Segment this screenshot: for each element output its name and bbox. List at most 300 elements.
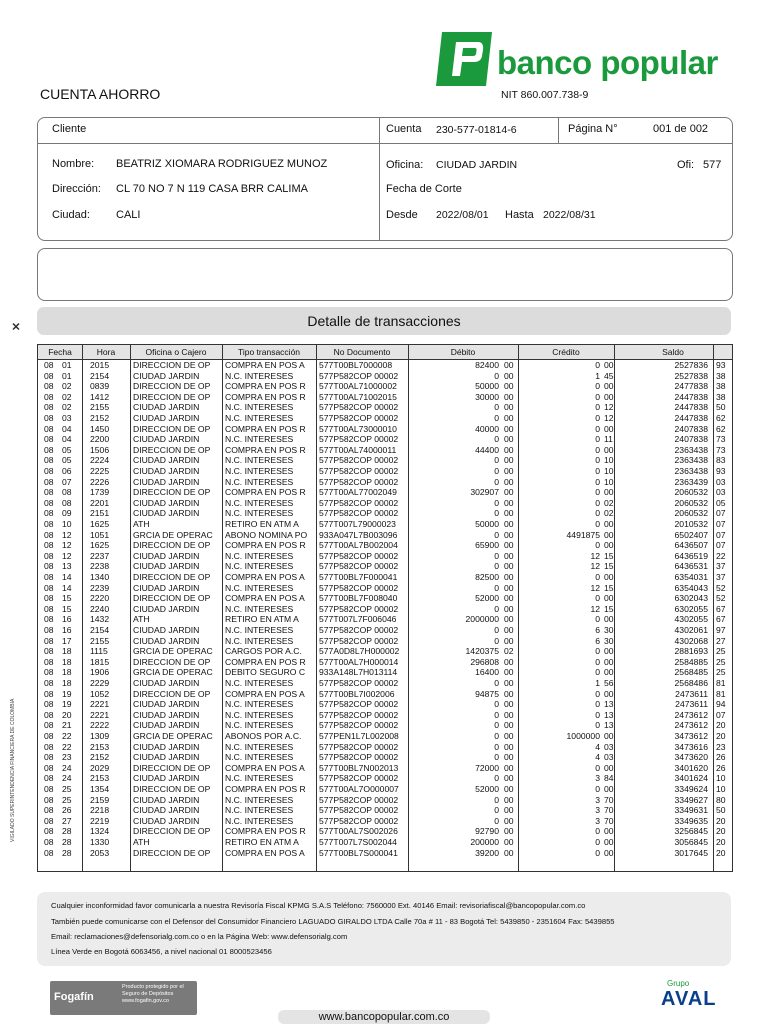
table-cell: 2229 xyxy=(90,678,110,688)
table-cell: CIUDAD JARDIN xyxy=(133,370,200,381)
table-cell: 00 xyxy=(504,561,514,572)
table-cell: 2154 xyxy=(90,625,110,635)
table-cell: 00 xyxy=(504,794,514,805)
table-cell: 2237 xyxy=(90,550,110,561)
cliente-label: Cliente xyxy=(52,123,87,135)
table-row xyxy=(38,837,732,848)
table-cell: CIUDAD JARDIN xyxy=(133,699,200,710)
website-link[interactable]: www.bancopopular.com.co xyxy=(278,1010,490,1024)
table-cell: 577P582COP 00002 xyxy=(319,699,399,710)
table-cell: CIUDAD JARDIN xyxy=(133,794,200,805)
table-cell: 13 xyxy=(604,699,614,710)
table-cell: 08 xyxy=(44,540,54,551)
table-cell: DIRECCION DE OP xyxy=(133,444,211,455)
table-cell: 0 xyxy=(494,815,499,826)
table-cell: 00 xyxy=(604,762,614,773)
table-cell: 30 xyxy=(604,635,614,646)
table-row xyxy=(38,805,732,816)
table-cell: 1 xyxy=(595,678,600,688)
table-cell: 15 xyxy=(604,561,614,572)
table-cell: 2363438 xyxy=(674,466,708,476)
table-cell: 2239 xyxy=(90,582,110,593)
table-cell: 3473620 xyxy=(674,752,708,763)
table-cell: 0 xyxy=(494,741,499,752)
table-cell: CIUDAD JARDIN xyxy=(133,550,200,561)
table-cell: 10 xyxy=(604,466,614,476)
table-cell: 3349627 xyxy=(674,794,708,805)
table-cell: 577P582COP 00002 xyxy=(319,773,399,784)
table-cell: 0 xyxy=(494,678,499,688)
table-cell: 50000 xyxy=(475,519,499,529)
table-row xyxy=(38,784,732,795)
table-cell: 2447838 xyxy=(674,402,708,413)
table-cell: 0 xyxy=(494,508,499,519)
table-cell: 3473612 xyxy=(674,731,708,741)
table-cell: N.C. INTERESES xyxy=(225,508,294,519)
table-cell: 00 xyxy=(504,847,514,858)
table-cell: 07 xyxy=(62,476,72,487)
table-cell: 10 xyxy=(62,519,72,529)
table-cell: 6502407 xyxy=(674,529,708,540)
table-cell: 0 xyxy=(595,667,600,678)
table-cell: 03 xyxy=(716,487,726,498)
table-cell: 0 xyxy=(494,635,499,646)
table-cell: 2527838 xyxy=(674,370,708,381)
table-cell: CIUDAD JARDIN xyxy=(133,720,200,731)
table-cell: CIUDAD JARDIN xyxy=(133,561,200,572)
table-cell: 03 xyxy=(716,476,726,487)
table-cell: 1906 xyxy=(90,667,110,678)
table-cell: 6302043 xyxy=(674,593,708,604)
table-cell: 2527836 xyxy=(674,360,708,370)
table-cell: DIRECCION DE OP xyxy=(133,423,211,434)
table-cell: 02 xyxy=(62,381,72,392)
table-cell: 0 xyxy=(595,476,600,487)
table-cell: DIRECCION DE OP xyxy=(133,656,211,667)
table-cell: 07 xyxy=(716,540,726,551)
table-cell: 08 xyxy=(44,360,54,370)
table-cell: 15 xyxy=(62,593,72,604)
table-cell: 00 xyxy=(604,487,614,498)
table-cell: 21 xyxy=(62,720,72,731)
table-cell: 00 xyxy=(604,646,614,657)
table-cell: 0 xyxy=(494,582,499,593)
table-cell: 0 xyxy=(494,625,499,635)
table-cell: 25 xyxy=(62,784,72,794)
table-cell: 30 xyxy=(604,625,614,635)
table-cell: 577T00BL7F000041 xyxy=(319,572,398,582)
table-row xyxy=(38,795,732,806)
table-cell: N.C. INTERESES xyxy=(225,773,294,784)
table-cell: 15 xyxy=(604,550,614,561)
table-cell: 45 xyxy=(604,370,614,381)
footer-line-4: Línea Verde en Bogotá 6063456, a nivel nacional 01 8000523456 xyxy=(51,947,272,956)
ofi-label: Ofi: xyxy=(677,159,695,171)
table-cell: 2407838 xyxy=(674,434,708,445)
table-cell: 00 xyxy=(504,381,514,392)
table-cell: CIUDAD JARDIN xyxy=(133,741,200,752)
table-cell: CARGOS POR A.C. xyxy=(225,646,302,657)
table-cell: 00 xyxy=(504,837,514,847)
table-cell: 4 xyxy=(595,741,600,752)
table-cell: CIUDAD JARDIN xyxy=(133,805,200,816)
account-info-box xyxy=(37,117,733,241)
table-row xyxy=(38,371,732,382)
table-cell: 0 xyxy=(494,466,499,476)
table-cell: 00 xyxy=(504,423,514,434)
table-cell: 01 xyxy=(62,370,72,381)
table-row xyxy=(38,392,732,403)
fogafin-tagline-text: Producto protegido por el Seguro de Depósitos xyxy=(122,984,184,997)
table-cell: 67 xyxy=(716,603,726,614)
table-cell: 26 xyxy=(716,762,726,773)
table-cell: 00 xyxy=(604,381,614,392)
fogafin-name: Fogafín xyxy=(54,991,94,1003)
table-cell: 08 xyxy=(44,826,54,837)
table-cell: 2155 xyxy=(90,402,110,413)
footer-box xyxy=(37,892,731,966)
table-cell: 23 xyxy=(62,752,72,763)
table-cell: 08 xyxy=(44,815,54,826)
table-cell: CIUDAD JARDIN xyxy=(133,466,200,476)
table-cell: ABONO NOMINA PO xyxy=(225,529,308,540)
table-cell: 00 xyxy=(604,444,614,455)
table-cell: 0 xyxy=(494,603,499,614)
table-cell: 3256845 xyxy=(674,826,708,837)
ofi-value: 577 xyxy=(703,159,722,171)
table-cell: 2238 xyxy=(90,561,110,572)
table-cell: 25 xyxy=(716,646,726,657)
table-cell: 00 xyxy=(604,837,614,847)
table-cell: 2584885 xyxy=(674,656,708,667)
table-cell: 2473611 xyxy=(675,699,708,710)
table-cell: 00 xyxy=(504,572,514,582)
table-cell: 08 xyxy=(44,444,54,455)
table-cell: 00 xyxy=(604,667,614,678)
table-cell: 0 xyxy=(595,709,600,720)
table-cell: N.C. INTERESES xyxy=(225,582,294,593)
table-cell: 2060532 xyxy=(674,497,708,508)
table-cell: 3 xyxy=(595,794,600,805)
table-cell: DIRECCION DE OP xyxy=(133,487,211,498)
table-cell: 02 xyxy=(504,646,514,657)
table-cell: 577T007L7F006046 xyxy=(319,614,397,625)
table-cell: 1051 xyxy=(90,529,110,540)
table-cell: 6354031 xyxy=(674,572,708,582)
table-cell: 577P582COP 00002 xyxy=(319,741,399,752)
table-cell: 0 xyxy=(595,614,600,625)
table-cell: DIRECCION DE OP xyxy=(133,762,211,773)
table-cell: DIRECCION DE OP xyxy=(133,360,211,370)
table-cell: 00 xyxy=(604,572,614,582)
table-cell: 0839 xyxy=(90,381,110,392)
table-cell: 0 xyxy=(494,402,499,413)
table-cell: 19 xyxy=(62,688,72,699)
table-cell: 1739 xyxy=(90,487,110,498)
table-cell: 2224 xyxy=(90,455,110,466)
table-cell: 1340 xyxy=(90,572,110,582)
table-cell: N.C. INTERESES xyxy=(225,402,294,413)
table-cell: 3056845 xyxy=(674,837,708,847)
table-cell: 577T00AL77002049 xyxy=(319,487,397,498)
table-cell: COMPRA EN POS R xyxy=(225,423,306,434)
table-row xyxy=(38,519,732,530)
table-cell: 84 xyxy=(604,773,614,784)
table-row xyxy=(38,848,732,859)
table-cell: 0 xyxy=(494,805,499,816)
table-cell: 577T00AL71000002 xyxy=(319,381,397,392)
table-cell: 08 xyxy=(44,561,54,572)
table-cell: 1 xyxy=(595,370,600,381)
table-cell: 72000 xyxy=(475,762,499,773)
pagina-value: 001 de 002 xyxy=(653,123,709,135)
table-cell: 0 xyxy=(494,720,499,731)
th-hora: Hora xyxy=(96,347,116,357)
table-cell: 200000 xyxy=(470,837,499,847)
table-cell: 2015 xyxy=(90,360,110,370)
table-cell: 577P582COP 00002 xyxy=(319,561,399,572)
table-cell: 12 xyxy=(590,582,600,593)
table-cell: CIUDAD JARDIN xyxy=(133,815,200,826)
table-cell: 15 xyxy=(62,603,72,614)
table-cell: 08 xyxy=(62,497,72,508)
table-cell: 08 xyxy=(44,709,54,720)
fogafin-badge xyxy=(50,981,197,1015)
table-cell: GRCIA DE OPERAC xyxy=(133,646,213,657)
table-cell: 00 xyxy=(504,678,514,688)
table-cell: N.C. INTERESES xyxy=(225,805,294,816)
cuenta-value: 230-577-01814-6 xyxy=(436,124,517,136)
table-cell: 0 xyxy=(494,455,499,466)
table-cell: 08 xyxy=(44,784,54,794)
table-cell: RETIRO EN ATM A xyxy=(225,837,299,847)
table-cell: 577P582COP 00002 xyxy=(319,625,399,635)
table-cell: 00 xyxy=(604,731,614,741)
table-cell: 0 xyxy=(595,391,600,402)
table-cell: 08 xyxy=(44,752,54,763)
table-cell: DEBITO SEGURO C xyxy=(225,667,306,678)
table-cell: 0 xyxy=(494,476,499,487)
table-cell: 1432 xyxy=(90,614,110,625)
table-cell: 00 xyxy=(604,847,614,858)
table-row xyxy=(38,466,732,477)
table-cell: 08 xyxy=(44,646,54,657)
table-row xyxy=(38,731,732,742)
table-cell: 4302055 xyxy=(674,614,708,625)
table-cell: 0 xyxy=(595,540,600,551)
table-cell: 17 xyxy=(62,635,72,646)
table-cell: 577P582COP 00002 xyxy=(319,635,399,646)
table-header xyxy=(38,345,732,360)
table-cell: 577T00BL7I002006 xyxy=(319,688,395,699)
table-cell: 81 xyxy=(716,678,726,688)
table-cell: 93 xyxy=(716,466,726,476)
table-cell: 577T00AL7O000007 xyxy=(319,784,399,794)
table-cell: 20 xyxy=(716,720,726,731)
table-cell: 2568486 xyxy=(674,678,708,688)
table-cell: 37 xyxy=(716,572,726,582)
table-cell: 15 xyxy=(604,582,614,593)
table-cell: 00 xyxy=(504,815,514,826)
table-cell: 93 xyxy=(716,360,726,370)
table-row xyxy=(38,498,732,509)
table-cell: 00 xyxy=(604,593,614,604)
table-cell: 2220 xyxy=(90,593,110,604)
table-row xyxy=(38,583,732,594)
table-cell: 73 xyxy=(716,434,726,445)
table-cell: 00 xyxy=(504,519,514,529)
table-cell: 05 xyxy=(62,444,72,455)
th-oficina: Oficina o Cajero xyxy=(145,347,207,357)
table-cell: CIUDAD JARDIN xyxy=(133,625,200,635)
table-cell: 08 xyxy=(44,391,54,402)
table-cell: 2219 xyxy=(90,815,110,826)
table-cell: 18 xyxy=(62,646,72,657)
table-cell: 577T00AL7S002026 xyxy=(319,826,398,837)
brand-name: banco popular xyxy=(497,44,718,81)
table-cell: 12 xyxy=(590,561,600,572)
table-cell: 1412 xyxy=(90,391,110,402)
table-cell: 1420375 xyxy=(465,646,499,657)
table-cell: 6354043 xyxy=(674,582,708,593)
table-cell: 2153 xyxy=(90,773,110,784)
table-cell: 00 xyxy=(504,593,514,604)
table-row xyxy=(38,752,732,763)
table-row xyxy=(38,381,732,392)
table-cell: 2053 xyxy=(90,847,110,858)
table-cell: 0 xyxy=(595,762,600,773)
table-cell: CIUDAD JARDIN xyxy=(133,752,200,763)
table-cell: N.C. INTERESES xyxy=(225,455,294,466)
table-cell: 26 xyxy=(716,752,726,763)
table-cell: 6302055 xyxy=(674,603,708,614)
table-cell: CIUDAD JARDIN xyxy=(133,476,200,487)
table-cell: 2000000 xyxy=(465,614,499,625)
table-cell: 70 xyxy=(604,815,614,826)
table-cell: 08 xyxy=(44,678,54,688)
nombre-value: BEATRIZ XIOMARA RODRIGUEZ MUNOZ xyxy=(116,158,328,170)
table-cell: 00 xyxy=(604,540,614,551)
table-cell: 08 xyxy=(44,773,54,784)
table-cell: 00 xyxy=(504,466,514,476)
table-cell: 00 xyxy=(504,773,514,784)
table-cell: 22 xyxy=(62,731,72,741)
side-mark: ✕ xyxy=(11,321,24,332)
table-cell: 577T00AL71002015 xyxy=(319,391,397,402)
table-cell: 50 xyxy=(716,402,726,413)
table-row xyxy=(38,604,732,615)
table-cell: 70 xyxy=(604,794,614,805)
table-cell: 08 xyxy=(44,593,54,604)
table-cell: 12 xyxy=(604,413,614,423)
footer-line-1: Cualquier inconformidad favor comunicarla a nuestra Revisoría Fiscal KPMG S.A.S Teléfono: 7560000 Ext. 40146 Email: revisoriafiscal@bancopopular.com.co xyxy=(51,901,586,910)
table-cell: 3401624 xyxy=(674,773,708,784)
table-cell: N.C. INTERESES xyxy=(225,752,294,763)
table-cell: 12 xyxy=(604,402,614,413)
table-cell: 13 xyxy=(604,709,614,720)
table-cell: 0 xyxy=(595,402,600,413)
table-cell: 0 xyxy=(595,466,600,476)
oficina-label: Oficina: xyxy=(386,159,424,171)
table-cell: 933A148L7H013114 xyxy=(319,667,398,678)
table-cell: 08 xyxy=(44,582,54,593)
table-row xyxy=(38,572,732,583)
table-cell: 08 xyxy=(44,667,54,678)
table-row xyxy=(38,699,732,710)
table-cell: RETIRO EN ATM A xyxy=(225,519,299,529)
table-cell: 08 xyxy=(44,699,54,710)
hasta-value: 2022/08/31 xyxy=(543,209,596,221)
table-cell: COMPRA EN POS R xyxy=(225,487,306,498)
table-cell: 4302068 xyxy=(674,635,708,646)
table-cell: 00 xyxy=(504,529,514,540)
table-cell: 577T00AL7H000014 xyxy=(319,656,399,667)
table-cell: 0 xyxy=(494,794,499,805)
table-cell: DIRECCION DE OP xyxy=(133,826,211,837)
table-cell: 18 xyxy=(62,667,72,678)
table-cell: 00 xyxy=(504,497,514,508)
table-cell: 0 xyxy=(494,550,499,561)
table-cell: 3473616 xyxy=(674,741,708,752)
table-cell: 0 xyxy=(595,837,600,847)
table-cell: 18 xyxy=(62,656,72,667)
table-cell: 6436519 xyxy=(674,550,708,561)
table-cell: 00 xyxy=(504,413,514,423)
table-cell: 00 xyxy=(504,805,514,816)
table-cell: 00 xyxy=(504,709,514,720)
table-row xyxy=(38,445,732,456)
table-cell: 2477838 xyxy=(674,381,708,392)
table-cell: 30000 xyxy=(475,391,499,402)
table-cell: COMPRA EN POS R xyxy=(225,826,306,837)
table-cell: 97 xyxy=(716,625,726,635)
table-cell: 24 xyxy=(62,773,72,784)
table-cell: 0 xyxy=(494,731,499,741)
table-cell: 08 xyxy=(44,508,54,519)
table-cell: 08 xyxy=(44,614,54,625)
table-cell: 16 xyxy=(62,625,72,635)
table-cell: 1354 xyxy=(90,784,110,794)
table-cell: 83 xyxy=(716,455,726,466)
table-cell: 577P582COP 00002 xyxy=(319,413,399,423)
table-cell: 0 xyxy=(595,519,600,529)
table-row xyxy=(38,816,732,827)
table-cell: CIUDAD JARDIN xyxy=(133,497,200,508)
table-cell: 50 xyxy=(716,805,726,816)
table-cell: 08 xyxy=(44,434,54,445)
table-cell: 12 xyxy=(590,550,600,561)
table-cell: 3401620 xyxy=(674,762,708,773)
table-cell: 08 xyxy=(44,805,54,816)
table-cell: 00 xyxy=(504,762,514,773)
table-cell: N.C. INTERESES xyxy=(225,635,294,646)
table-cell: 2222 xyxy=(90,720,110,731)
table-cell: 28 xyxy=(62,847,72,858)
table-cell: DIRECCION DE OP xyxy=(133,540,211,551)
table-cell: 08 xyxy=(44,550,54,561)
table-cell: 18 xyxy=(62,678,72,688)
table-cell: 6 xyxy=(595,625,600,635)
table-cell: 25 xyxy=(716,656,726,667)
table-cell: 1815 xyxy=(90,656,110,667)
desde-label: Desde xyxy=(386,209,418,221)
table-cell: 2152 xyxy=(90,413,110,423)
table-cell: 2240 xyxy=(90,603,110,614)
table-cell: 08 xyxy=(62,487,72,498)
table-cell: 05 xyxy=(62,455,72,466)
table-cell: 08 xyxy=(44,455,54,466)
table-cell: 62 xyxy=(716,423,726,434)
